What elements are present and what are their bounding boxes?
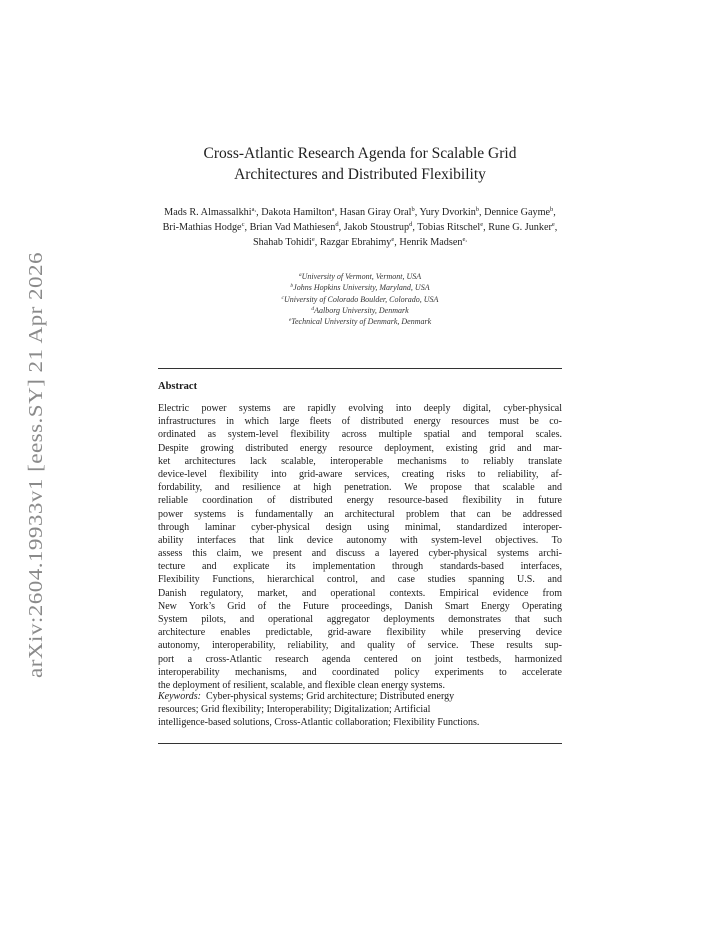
author-affiliation-mark: b <box>550 206 554 213</box>
author-affiliation-mark: d <box>335 221 339 228</box>
keywords-line: intelligence-based solutions, Cross-Atlantic collaboration; Flexibility Functions. <box>158 717 480 729</box>
author-affiliation-mark: e <box>391 236 395 243</box>
affiliation-text: Technical University of Denmark, Denmark <box>291 317 432 327</box>
author-name: Dakota Hamilton <box>261 207 332 218</box>
author-affiliation-mark: e <box>311 236 315 243</box>
author-name: Henrik Madsen <box>399 237 463 248</box>
affiliation-mark: b <box>290 283 294 290</box>
abstract-line: Electric power systems are rapidly evolving into deeply digital, cyber-physical <box>158 403 562 414</box>
bottom-divider <box>158 743 562 744</box>
abstract-line: infrastructures in which large fleets of distributed energy resources must be co- <box>158 416 562 428</box>
abstract-line: Danish regulatory, market, and operational contexts. Empirical evidence from <box>158 587 562 599</box>
affiliation-text: Johns Hopkins University, Maryland, USA <box>293 283 430 293</box>
author-affiliation-mark: a <box>331 206 335 213</box>
affiliation-line <box>200 282 520 293</box>
title-line-2: Architectures and Distributed Flexibility <box>234 166 486 183</box>
author-affiliation-mark: e <box>551 221 555 228</box>
abstract-line: fordability, and resilience at high penetration. We propose that scalable and <box>158 482 562 494</box>
keywords-line: Keywords: Cyber-physical systems; Grid architecture; Distributed energy <box>158 691 455 702</box>
affiliation-text: University of Vermont, Vermont, USA <box>301 272 422 281</box>
abstract-line: through laminar cyber-physical design using minimal, standardized interoper- <box>158 521 562 533</box>
abstract-line: assess this claim, we present and discuss a layered cyber-physical systems archi- <box>158 548 562 560</box>
abstract-body <box>158 402 562 692</box>
author-name: Dennice Gayme <box>484 207 551 218</box>
affiliation-mark: c <box>281 294 284 301</box>
abstract-line: tecture and explicate its implementation through standards-based interfaces, <box>158 561 562 573</box>
author-name: Tobias Ritschel <box>417 222 481 233</box>
affiliation-text: University of Colorado Boulder, Colorado, USA <box>284 294 439 304</box>
affiliation-line <box>200 271 520 282</box>
arxiv-identifier: arXiv:2604.19933v1 [eess.SY] 21 Apr 2026 <box>25 308 47 678</box>
keywords-block <box>158 690 562 730</box>
abstract-line: architecture enables predictable, grid-aware flexibility while preserving device <box>158 627 562 639</box>
abstract-line: reliable coordination of distributed energy resource-based flexibility in future <box>158 495 562 507</box>
abstract-line: Despite growing distributed energy resource deployment, existing grid and mar- <box>158 442 562 454</box>
author-name: Razgar Ebrahimy <box>319 237 392 248</box>
abstract-line: interoperability mechanisms, and coordinated policy experiments to accelerate <box>158 666 562 678</box>
author-name: Bri-Mathias Hodge <box>162 222 242 233</box>
affiliation-mark: a <box>298 272 302 278</box>
abstract-line: New York’s Grid of the Future proceedings, Danish Smart Energy Operating <box>158 600 562 612</box>
abstract-line: the deployment of resilient, scalable, and flexible clean energy systems. <box>158 679 445 691</box>
author-name: Jakob Stoustrup <box>343 222 410 233</box>
arxiv-stamp <box>20 250 50 680</box>
abstract-line: port a cross-Atlantic research agenda centered on joint testbeds, harmonized <box>158 653 562 665</box>
author-affiliation-mark: d <box>409 221 413 228</box>
author-name: Yury Dvorkin <box>419 207 476 218</box>
author-name: Brian Vad Mathiesen <box>249 222 336 233</box>
abstract-line: Flexibility Functions, hierarchical control, and case studies spanning U.S. and <box>158 574 562 586</box>
abstract-line: System pilots, and operational aggregator deployments demonstrates that such <box>158 614 562 625</box>
abstract-line: ket architectures lack scalable, interoperable mechanisms to reliably translate <box>158 455 562 467</box>
affiliation-line <box>200 294 520 305</box>
author-list: Mads R. Almassalkhi$^{a,}$, Dakota Hamilton$^a$, Hasan Giray Oral$^b$, Yury Dvorkin$^b$, Dennice Gayme$^b$, Bri-Mathias Hodge$^c$, Brian Vad Mathiesen$^d$, Jakob Stoustrup$^d$, Tobias Ritschel$^e$, Rune G. Junker$^e$, Shahab Tohidi$^e$, Razgar Ebrahimy$^e$, Henrik Madsen$^{e,}$ <box>162 206 558 248</box>
author-affiliation-mark: b <box>475 206 480 213</box>
affiliation-line <box>200 305 520 316</box>
author-affiliation-mark: b <box>411 206 415 213</box>
title-line-1: Cross-Atlantic Research Agenda for Scalable Grid <box>203 145 517 162</box>
author-name: Rune G. Junker <box>488 222 552 233</box>
abstract-line: device-level flexibility into grid-aware services, creating risks to reliability, af- <box>158 468 562 480</box>
abstract-line: autonomy, interoperability, reliability, and quality of service. These results sup- <box>158 640 562 652</box>
affiliation-line <box>200 316 520 327</box>
affiliation-mark: d <box>311 305 315 312</box>
abstract-line: power systems is fundamentally an architectural problem that can be addressed <box>158 508 562 520</box>
top-divider <box>158 368 562 369</box>
author-affiliation-mark: e <box>480 221 484 228</box>
author-affiliation-mark: c <box>241 221 245 228</box>
author-name: Shahab Tohidi <box>253 237 312 248</box>
affiliation-text: Aalborg University, Denmark <box>314 305 409 315</box>
paper-title <box>158 143 562 185</box>
author-affiliation-mark: e, <box>462 236 467 243</box>
author-affiliation-mark: a, <box>251 206 257 213</box>
abstract-heading: Abstract <box>158 381 198 392</box>
abstract-line: ordinated as system-level flexibility across multiple spatial and temporal scales. <box>158 429 562 441</box>
affiliation-list <box>200 271 520 327</box>
keywords-line: resources; Grid flexibility; Interoperability; Digitalization; Artificial <box>158 704 431 716</box>
abstract-line: ability interfaces that link device autonomy with system-level objectives. To <box>158 534 562 546</box>
author-name: Mads R. Almassalkhi <box>164 207 252 218</box>
affiliation-mark: e <box>288 317 292 324</box>
author-name: Hasan Giray Oral <box>339 207 412 218</box>
keywords-label: Keywords: <box>158 691 201 702</box>
